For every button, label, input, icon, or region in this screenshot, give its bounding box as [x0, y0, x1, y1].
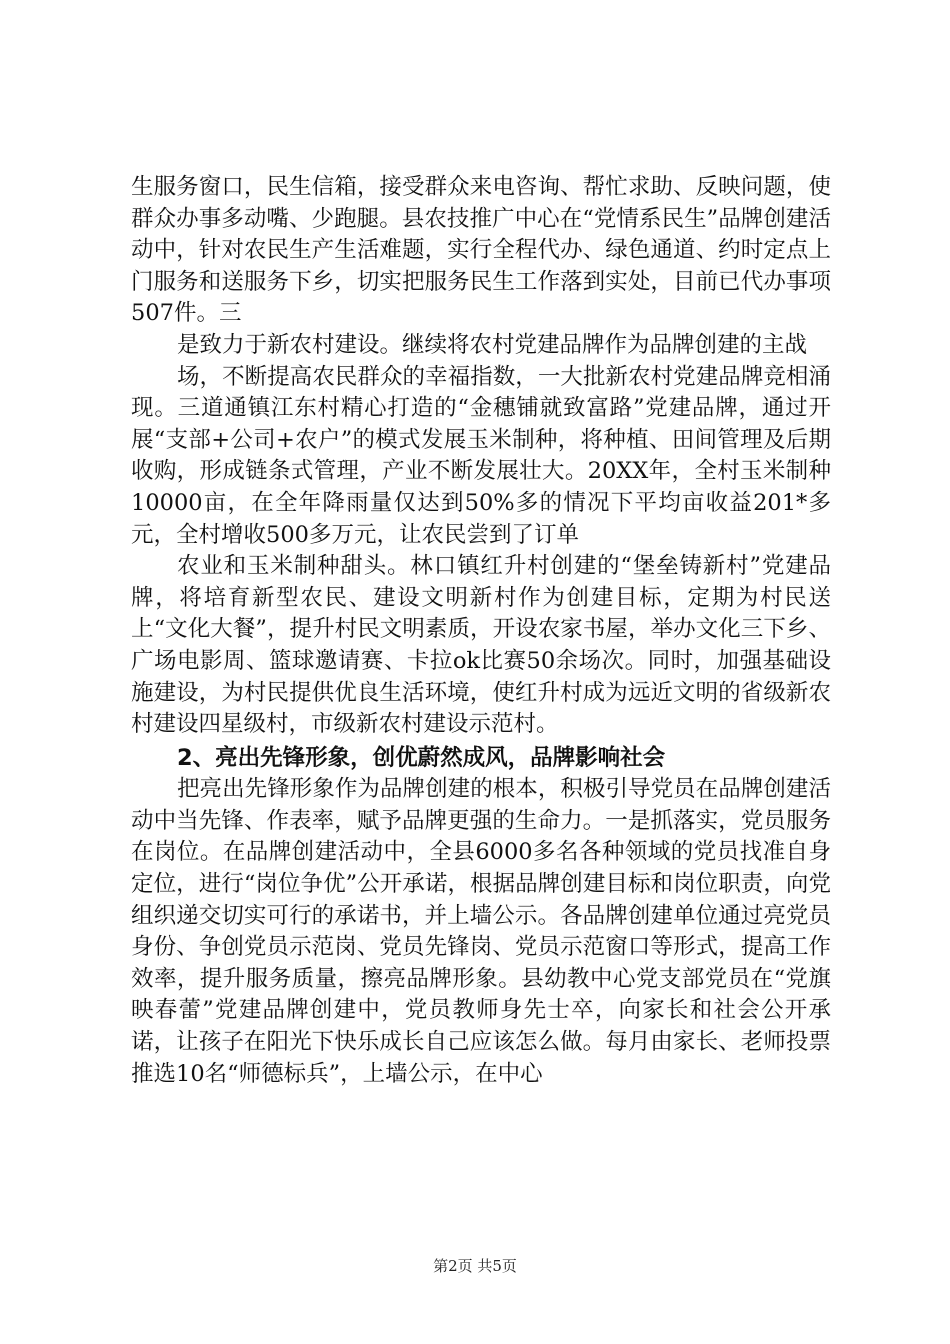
- paragraph-3: 场，不断提高农民群众的幸福指数，一大批新农村党建品牌竞相涌现。三道通镇江东村精心打造的“金穗铺就致富路”党建品牌，通过开展“支部+公司+农户”的模式发展玉米制种，将种植、田间管理及后期收购，形成链条式管理，产业不断发展壮大。20XX年，全村玉米制种10000亩，在全年降雨量仅达到50%多的情况下平均亩收益201*多元，全村增收500多万元，让农民尝到了订单: [131, 363, 831, 548]
- paragraph-1: 生服务窗口，民生信箱，接受群众来电咨询、帮忙求助、反映问题，使群众办事多动嘴、少跑腿。县农技推广中心在“党情系民生”品牌创建活动中，针对农民生产生活难题，实行全程代办、绿色通道、约时定点上门服务和送服务下乡，切实把服务民生工作落到实处，目前已代办事项507件。三: [131, 174, 831, 327]
- document-body: [131, 172, 831, 1090]
- section-heading: 2、亮出先锋形象，创优蔚然成风，品牌影响社会: [177, 744, 666, 771]
- paragraph-2: 是致力于新农村建设。继续将农村党建品牌作为品牌创建的主战: [177, 331, 808, 358]
- paragraph-5: 把亮出先锋形象作为品牌创建的根本，积极引导党员在品牌创建活动中当先锋、作表率，赋予品牌更强的生命力。一是抓落实，党员服务在岗位。在品牌创建活动中，全县6000多名各种领域的党员找准自身定位，进行“岗位争优”公开承诺，根据品牌创建目标和岗位职责，向党组织递交切实可行的承诺书，并上墙公示。各品牌创建单位通过亮党员身份、争创党员示范岗、党员先锋岗、党员示范窗口等形式，提高工作效率，提升服务质量，擦亮品牌形象。县幼教中心党支部党员在“党旗映春蕾”党建品牌创建中，党员教师身先士卒，向家长和社会公开承诺，让孩子在阳光下快乐成长自己应该怎么做。每月由家长、老师投票推选10名“师德标兵”，上墙公示，在中心: [131, 776, 831, 1087]
- page-footer: 第2页 共5页: [433, 1257, 517, 1275]
- paragraph-4: 农业和玉米制种甜头。林口镇红升村创建的“堡垒铸新村”党建品牌，将培育新型农民、建设文明新村作为创建目标，定期为村民送上“文化大餐”，提升村民文明素质，开设农家书屋，举办文化三下乡、广场电影周、篮球邀请赛、卡拉ok比赛50余场次。同时，加强基础设施建设，为村民提供优良生活环境，使红升村成为远近文明的省级新农村建设四星级村，市级新农村建设示范村。: [131, 553, 831, 738]
